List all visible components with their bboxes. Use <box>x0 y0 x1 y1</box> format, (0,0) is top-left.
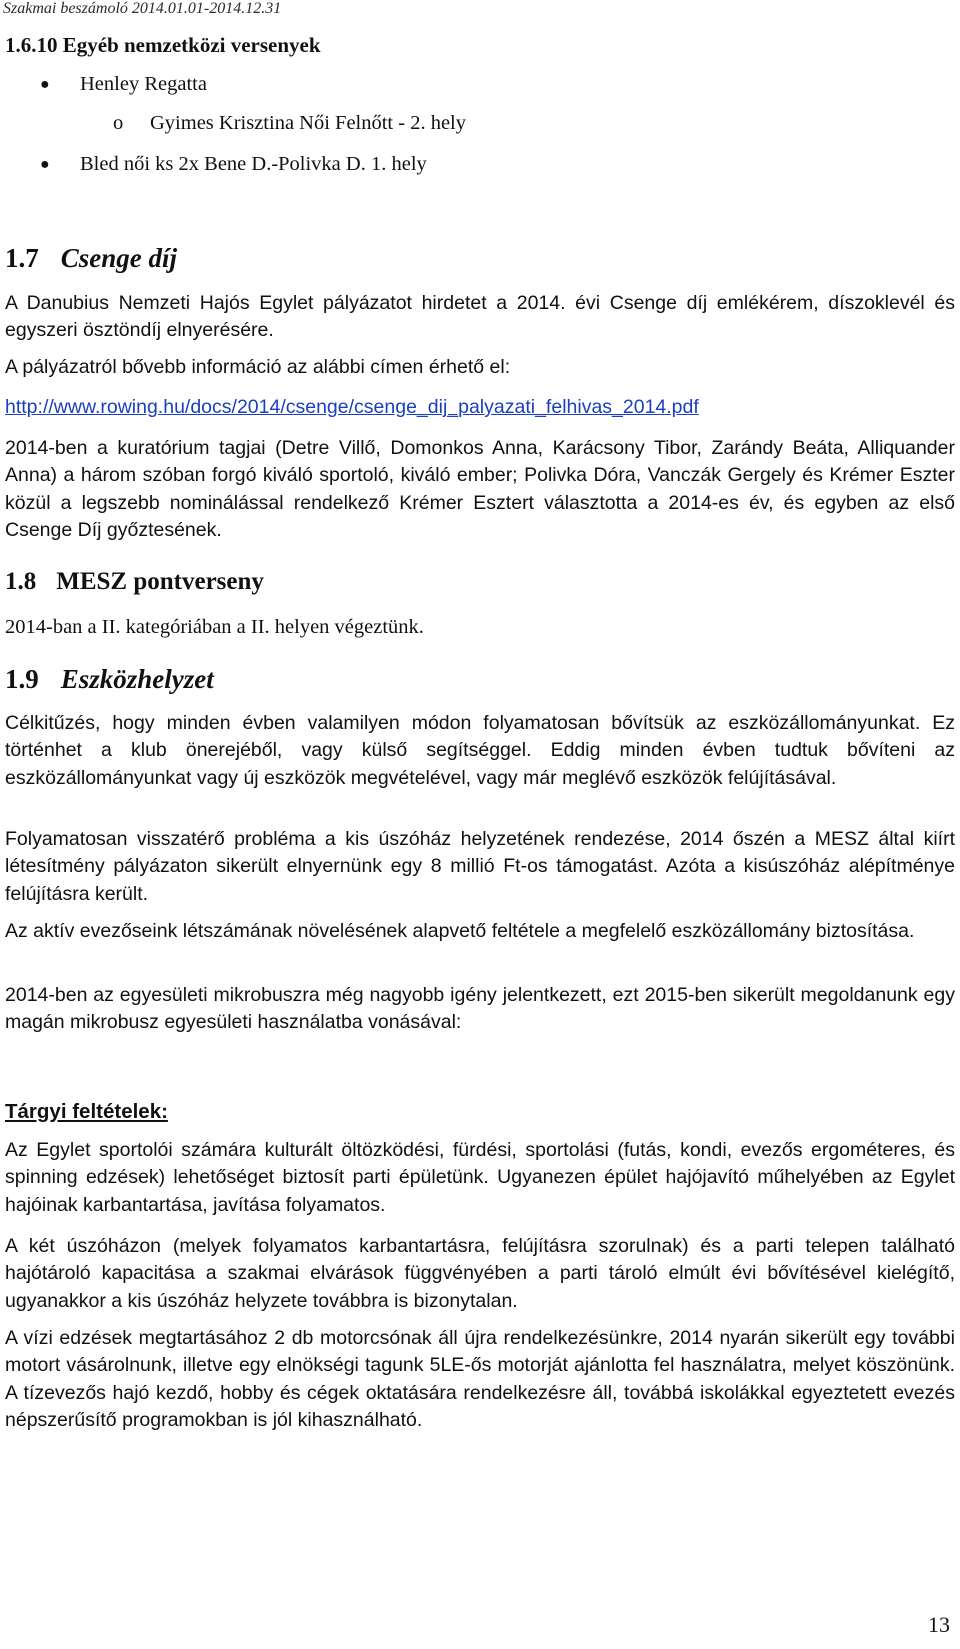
heading-1-6-10: 1.6.10 Egyéb nemzetközi versenyek <box>5 33 321 57</box>
paragraph: A pályázatról bővebb információ az alábbi címen érhető el: <box>5 356 511 378</box>
subheading-targyi: Tárgyi feltételek: <box>5 1100 168 1123</box>
bullet-icon: ● <box>40 156 50 173</box>
paragraph: Célkitűzés, hogy minden évben valamilyen módon folyamatosan bővítsük az eszközállományunkat. Ez történhet a klub önerejéből, vagy külső segítséggel. Eddig minden évben tudtuk bővíteni az eszközállományunkat vagy új eszközök megvételével, vagy már meglévő eszközök felújításával. <box>5 712 955 789</box>
pdf-link[interactable]: http://www.rowing.hu/docs/2014/csenge/csenge_dij_palyazati_felhivas_2014.pdf <box>5 396 699 418</box>
paragraph: 2014-ban a II. kategóriában a II. helyen végeztünk. <box>5 616 424 638</box>
paragraph: 2014-ben a kuratórium tagjai (Detre Villő, Domonkos Anna, Karácsony Tibor, Zarándy Beáta, Alliquander Anna) a három szóban forgó kiváló sportoló, kiváló ember; Polivka Dóra, Vanczák Gergely és Krémer Eszter közül a legszebb nominálással rendelkező Krémer Esztert választotta a 2014-es év, és egyben az első Csenge Díj győztesének. <box>5 437 955 541</box>
section-title: Eszközhelyzet <box>60 664 214 694</box>
paragraph: A Danubius Nemzeti Hajós Egylet pályázatot hirdetet a 2014. évi Csenge díj emlékérem, díszoklevél és egyszeri ösztöndíj elnyerésére. <box>5 292 955 342</box>
heading-1-7 <box>5 243 177 274</box>
paragraph: A két úszóházon (melyek folyamatos karbantartásra, felújításra szorulnak) és a parti telepen található hajótároló kapacitása a szakmai elvárások függvényében a parti tároló elmúlt évi bővítésével kielégítő, ugyanakkor a kis úszóház helyzete továbbra is bizonytalan. <box>5 1235 955 1312</box>
heading-1-9 <box>5 664 214 695</box>
section-title: MESZ pontverseny <box>56 568 264 595</box>
link-row <box>5 396 699 419</box>
section-number: 1.9 <box>5 664 39 694</box>
paragraph: Folyamatosan visszatérő probléma a kis úszóház helyzetének rendezése, 2014 őszén a MESZ által kiírt létesítmény pályázaton sikerült elnyernünk egy 8 millió Ft-os támogatást. Azóta a kisúszóház alépítménye felújításra került. <box>5 828 955 905</box>
paragraph: A vízi edzések megtartásához 2 db motorcsónak áll újra rendelkezésünkre, 2014 nyarán sikerült egy további motort vásárolnunk, illetve egy elnökségi tagunk 5LE-ős motorját ajánlotta fel használatra, melyet köszönünk. A tízevezős hajó kezdő, hobby és cégek oktatására rendelkezésre áll, továbbá iskolákkal egyeztetett evezés népszerűsítő programokban is jól kihasználható. <box>5 1327 955 1431</box>
list-item-text: Bled női ks 2x Bene D.-Polivka D. 1. hely <box>80 153 427 175</box>
paragraph: Az aktív evezőseink létszámának növelésének alapvető feltétele a megfelelő eszközállomány biztosítása. <box>5 920 915 942</box>
circle-bullet-icon: o <box>113 112 124 134</box>
page-number: 13 <box>928 1612 950 1637</box>
paragraph: Az Egylet sportolói számára kulturált öltözködési, fürdési, sportolási (futás, kondi, evezős ergométeres, és spinning edzések) lehetőséget biztosít parti épületünk. Ugyanezen épület hajójavító műhelyében az Egylet hajóinak karbantartása, javítása folyamatos. <box>5 1139 955 1216</box>
section-number: 1.8 <box>5 568 37 595</box>
paragraph: 2014-ben az egyesületi mikrobuszra még nagyobb igény jelentkezett, ezt 2015-ben sikerült megoldanunk egy magán mikrobusz egyesületi használatba vonásával: <box>5 984 955 1034</box>
sub-list-item-text: Gyimes Krisztina Női Felnőtt - 2. hely <box>150 112 466 134</box>
list-item-text: Henley Regatta <box>80 73 207 95</box>
section-number: 1.7 <box>5 243 39 273</box>
running-header: Szakmai beszámoló 2014.01.01-2014.12.31 <box>3 0 282 17</box>
heading-1-8 <box>5 568 264 596</box>
section-title: Csenge díj <box>60 243 178 273</box>
bullet-icon: ● <box>40 76 50 93</box>
